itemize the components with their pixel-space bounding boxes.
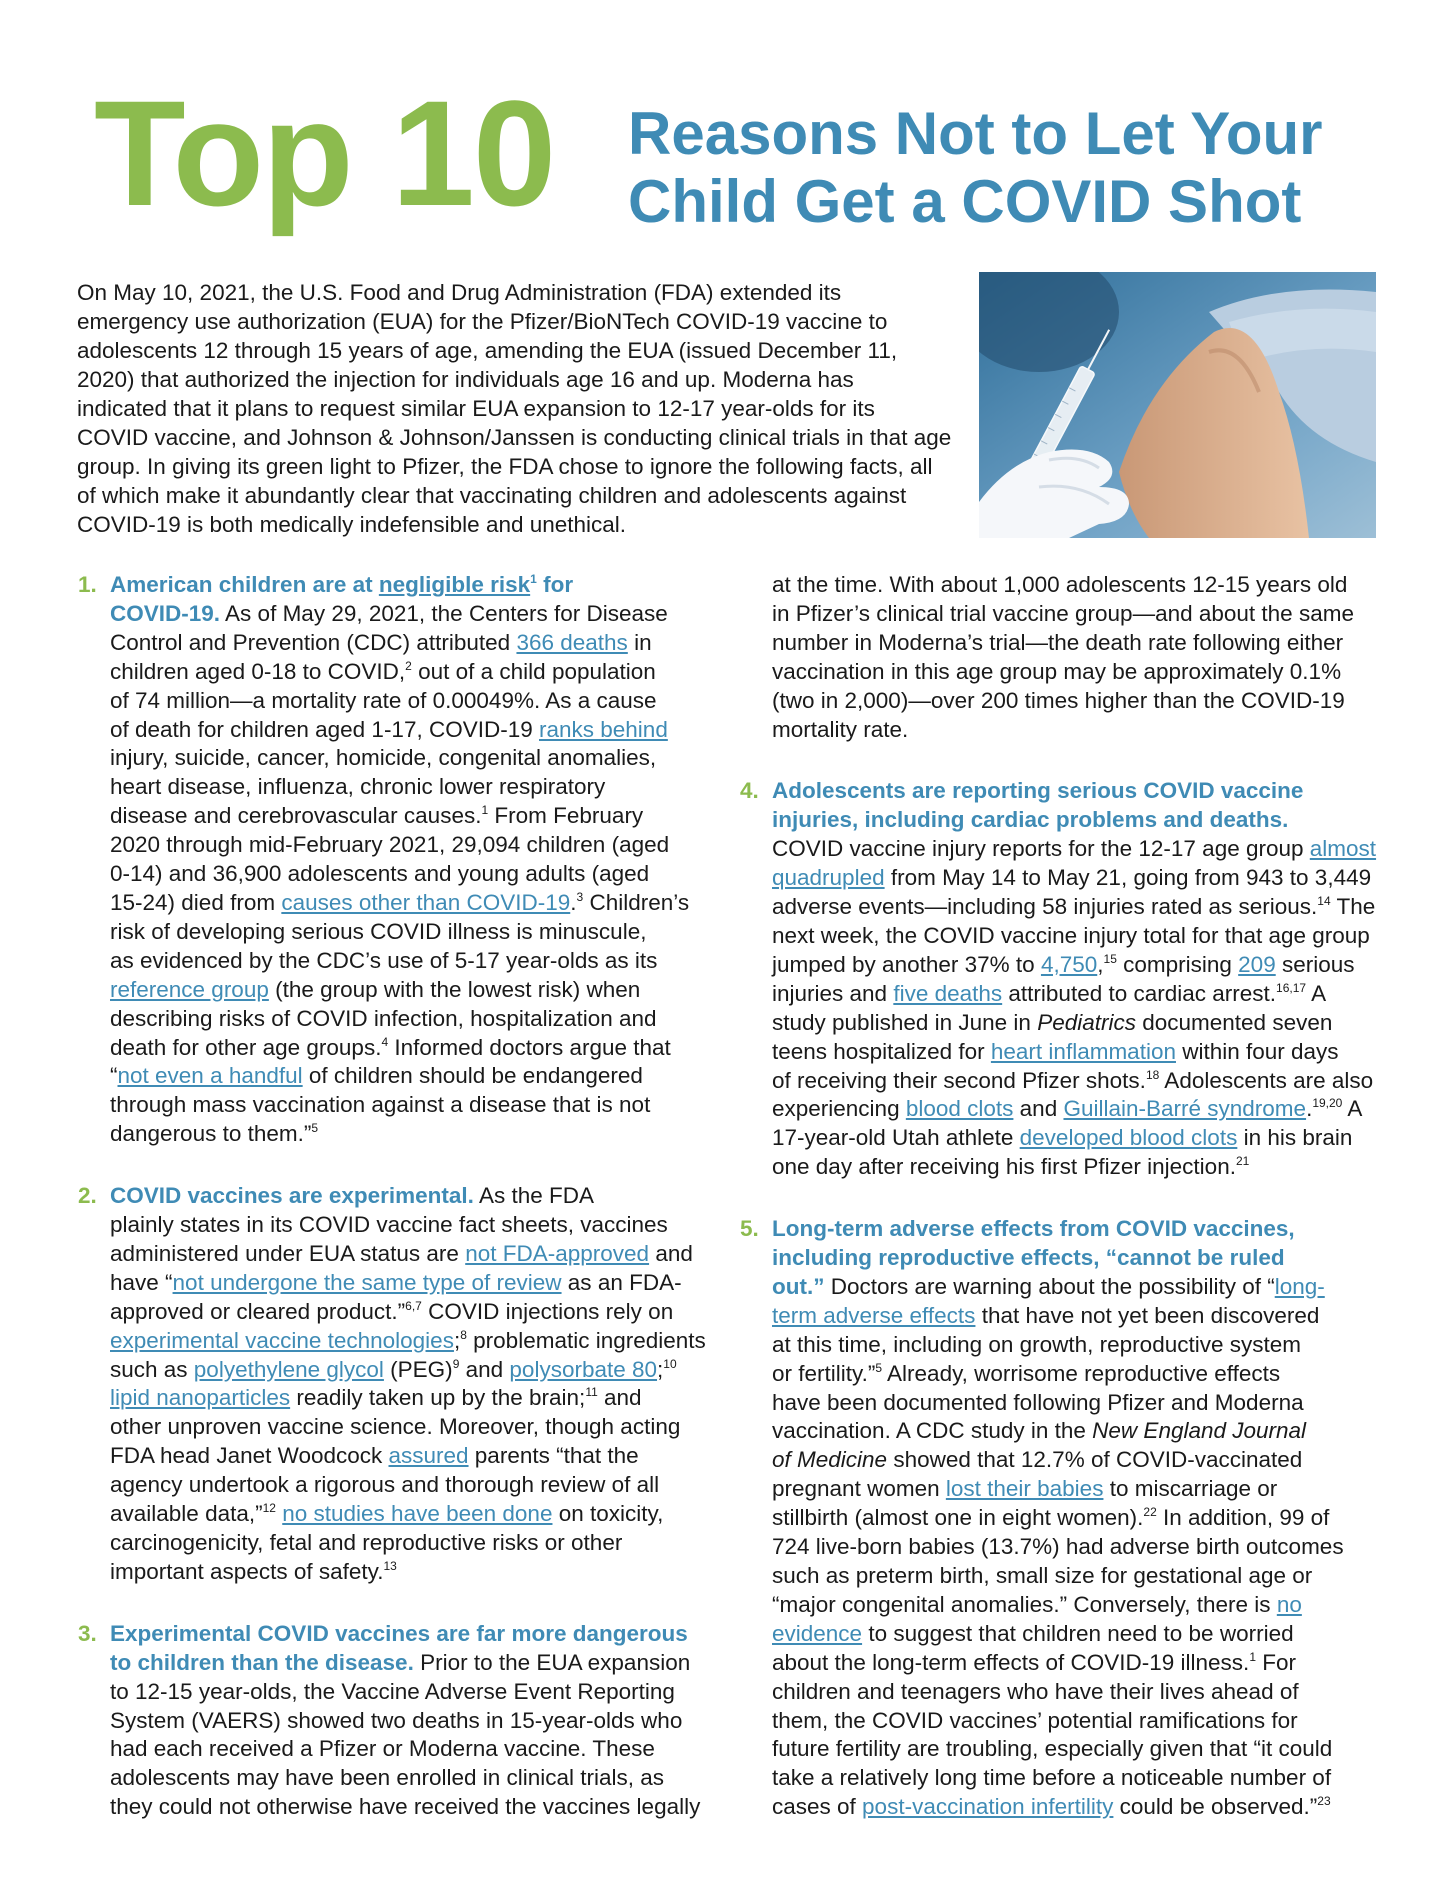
reason-line	[772, 1649, 1380, 1678]
reason-line	[110, 1793, 728, 1822]
reason-line	[772, 1215, 1380, 1244]
text-run: out of a child population	[411, 658, 656, 684]
text-run: System (VAERS) showed two deaths in 15-year-olds who	[110, 1707, 683, 1733]
text-run: risk of developing serious COVID illness is minuscule,	[110, 918, 647, 944]
text-run: (two in 2,000)—over 200 times higher than the COVID-19	[772, 687, 1345, 713]
reference-link[interactable]: lipid nanoparticles	[110, 1385, 291, 1411]
footnote-ref: 6,7	[405, 1298, 422, 1313]
text-run: Doctors are warning about the possibility of “	[824, 1273, 1275, 1299]
reference-link[interactable]: long-	[1274, 1273, 1325, 1299]
reason-line	[772, 980, 1380, 1009]
reason-line	[772, 864, 1380, 893]
reference-link[interactable]: 4,750	[1040, 951, 1098, 977]
text-run: As of May 29, 2021, the Centers for Disease	[220, 600, 668, 626]
text-run: 0-14) and 36,900 adolescents and young adults (aged	[110, 861, 650, 887]
text-run: as an FDA-	[561, 1269, 682, 1295]
text-run: vaccination. A CDC study in the	[772, 1418, 1093, 1444]
reason-number: 2.	[78, 1183, 97, 1209]
text-run: dangerous to them.”	[110, 1121, 312, 1147]
text-run: injuries, including cardiac problems and deaths.	[772, 807, 1289, 833]
text-run: about the long-term effects of COVID-19 illness.	[772, 1649, 1250, 1675]
text-run: other unproven vaccine science. Moreover, though acting	[110, 1414, 681, 1440]
reason-number: 1.	[78, 572, 97, 597]
reason-number: 4.	[740, 778, 759, 804]
text-run: parents “that the	[468, 1443, 639, 1469]
reason-line	[110, 976, 728, 1005]
footnote-ref: 5	[311, 1121, 319, 1136]
text-run: injuries and	[772, 980, 894, 1006]
footnote-ref: 12	[262, 1501, 276, 1516]
reason-3-continued	[740, 571, 1380, 744]
reason-line	[110, 629, 728, 658]
reference-link[interactable]: not FDA-approved	[465, 1240, 650, 1266]
text-run: COVID-19.	[110, 600, 221, 626]
reason-line	[110, 1034, 728, 1063]
reference-link[interactable]: five deaths	[893, 980, 1003, 1006]
text-run: Informed doctors argue that	[388, 1034, 671, 1060]
intro-line: COVID vaccine, and Johnson & Johnson/Janssen is conducting clinical trials in that age	[77, 425, 952, 450]
reason-number: 3.	[78, 1620, 97, 1646]
text-run: .	[570, 889, 577, 915]
text-run: .	[1306, 1096, 1313, 1122]
text-run: could be observed.”	[1113, 1794, 1318, 1820]
reason-line	[110, 1678, 728, 1707]
reason-line	[110, 1062, 728, 1091]
reason-line	[110, 658, 728, 687]
text-run: administered under EUA status are	[110, 1240, 466, 1266]
footnote-ref: 18	[1145, 1067, 1160, 1082]
reason-line	[772, 1302, 1380, 1331]
reason-line	[110, 1442, 728, 1471]
reason-line	[772, 1793, 1380, 1822]
text-run: or fertility.”	[772, 1360, 876, 1386]
footnote-ref: 8	[460, 1327, 467, 1342]
reason-line	[772, 687, 1380, 716]
reason-line	[772, 835, 1380, 864]
footnote-ref: 19,20	[1312, 1096, 1343, 1111]
text-run: Children’s	[583, 889, 690, 915]
text-run: next week, the COVID vaccine injury total for that age group	[772, 922, 1370, 948]
reason-line	[772, 1591, 1380, 1620]
text-run: For	[1256, 1649, 1297, 1675]
footnote-ref: 15	[1103, 951, 1117, 966]
reason-line	[110, 1120, 728, 1149]
text-run: children and teenagers who have their lives ahead of	[772, 1678, 1299, 1704]
text-run: such as preterm birth, small size for gestational age or	[772, 1563, 1313, 1588]
title-top-10: Top 10	[94, 69, 555, 237]
text-run: available data,”	[110, 1501, 263, 1527]
reference-link[interactable]: assured	[388, 1443, 469, 1469]
reference-link[interactable]: blood clots	[905, 1096, 1014, 1122]
text-run: within four days	[1175, 1038, 1339, 1064]
reason-line	[772, 1417, 1380, 1446]
text-run: (the group with the lowest risk) when	[268, 976, 641, 1002]
text-run: serious	[1275, 951, 1355, 977]
text-run: of Medicine	[772, 1447, 888, 1473]
text-run: had each received a Pfizer or Moderna vaccine. These	[110, 1736, 655, 1762]
text-run: to 12-15 year-olds, the Vaccine Adverse Event Reporting	[110, 1678, 675, 1704]
text-run: at this time, including on growth, reproductive system	[772, 1331, 1301, 1357]
text-run: experiencing	[772, 1096, 906, 1122]
text-run: Control and Prevention (CDC) attributed	[110, 629, 517, 655]
reason-line	[110, 773, 728, 802]
intro-line: On May 10, 2021, the U.S. Food and Drug Administration (FDA) extended its	[77, 280, 842, 305]
footnote-ref: 1	[530, 572, 537, 586]
text-run: COVID injections rely on	[421, 1298, 674, 1324]
intro-paragraph	[77, 278, 952, 539]
text-run: American children are at	[110, 572, 379, 597]
text-run: mortality rate.	[772, 716, 909, 742]
text-run: of 74 million—a mortality rate of 0.00049%. As a cause	[110, 687, 657, 713]
text-run: children aged 0-18 to COVID,	[110, 658, 406, 684]
reason-1	[78, 571, 728, 1149]
text-run: COVID vaccines are experimental.	[110, 1183, 474, 1209]
footnote-ref: 1	[481, 803, 489, 818]
reason-line	[772, 1124, 1380, 1153]
reason-line	[772, 1764, 1380, 1793]
intro-line: 2020) that authorized the injection for individuals age 16 and up. Moderna has	[77, 367, 854, 392]
text-run: in his brain	[1237, 1125, 1353, 1151]
reason-number: 5.	[740, 1216, 759, 1242]
text-run: New England Journal	[1092, 1418, 1307, 1444]
text-run: for	[536, 572, 574, 597]
reason-line	[772, 1038, 1380, 1067]
text-run: In addition, 99 of	[1156, 1505, 1330, 1531]
text-run: on toxicity,	[552, 1501, 664, 1527]
reason-line	[772, 571, 1380, 600]
reason-line	[110, 1240, 728, 1269]
reason-line	[110, 1500, 728, 1529]
text-run: 724 live-born babies (13.7%) had adverse birth outcomes	[772, 1534, 1344, 1560]
text-run: and	[597, 1385, 642, 1411]
reference-link[interactable]: developed blood clots	[1019, 1125, 1238, 1151]
text-run: As the FDA	[473, 1183, 594, 1209]
footnote-ref: 2	[405, 658, 412, 673]
reason-line	[110, 1298, 728, 1327]
reference-link[interactable]: not even a handful	[117, 1063, 303, 1089]
text-run: at the time. With about 1,000 adolescents 12-15 years old	[772, 572, 1348, 597]
text-run: they could not otherwise have received the vaccines legally	[110, 1794, 701, 1820]
text-run: 17-year-old Utah athlete	[772, 1125, 1020, 1151]
text-run: have “	[110, 1269, 173, 1295]
reference-link[interactable]: quadrupled	[772, 865, 885, 891]
text-run: and	[459, 1356, 510, 1382]
reason-line	[110, 1356, 728, 1385]
text-run: “major congenital anomalies.” Conversely, there is	[772, 1591, 1277, 1617]
reference-link[interactable]: no	[1276, 1591, 1302, 1617]
reason-line	[110, 1005, 728, 1034]
reason-line	[772, 922, 1380, 951]
text-run: heart disease, influenza, chronic lower respiratory	[110, 774, 606, 800]
text-run: one day after receiving his first Pfizer injection.	[772, 1154, 1236, 1180]
text-run: showed that 12.7% of COVID-vaccinated	[887, 1447, 1303, 1473]
footnote-ref: 21	[1235, 1154, 1250, 1169]
reference-link[interactable]: heart inflammation	[990, 1038, 1176, 1064]
text-run: vaccination in this age group may be approximately 0.1%	[772, 658, 1342, 684]
text-run: agency undertook a rigorous and thorough review of all	[110, 1472, 660, 1498]
text-run: attributed to cardiac arrest.	[1002, 980, 1277, 1006]
reason-line	[772, 1153, 1380, 1182]
text-run: disease and cerebrovascular causes.	[110, 803, 482, 829]
text-run: important aspects of safety.	[110, 1558, 384, 1584]
text-run: take a relatively long time before a noticeable number of	[772, 1765, 1332, 1791]
text-run: plainly states in its COVID vaccine fact sheets, vaccines	[110, 1212, 668, 1238]
intro-line: emergency use authorization (EUA) for the Pfizer/BioNTech COVID-19 vaccine to	[77, 309, 888, 334]
text-run: in Pfizer’s clinical trial vaccine group—and about the same	[772, 600, 1354, 626]
reference-link[interactable]: causes other than COVID-19	[281, 889, 571, 915]
reference-link[interactable]: ranks behind	[539, 716, 668, 742]
reason-line	[110, 1707, 728, 1736]
text-run: problematic ingredients	[466, 1327, 706, 1353]
footnote-ref: 5	[875, 1360, 883, 1375]
footnote-ref: 13	[383, 1558, 397, 1573]
reason-line	[110, 947, 728, 976]
reference-link[interactable]: almost	[1309, 836, 1377, 862]
text-run: as evidenced by the CDC’s use of 5-17 year-olds as its	[110, 947, 658, 973]
text-run: 2020 through mid-February 2021, 29,094 children (aged	[110, 832, 670, 858]
reference-link[interactable]: post-vaccination infertility	[862, 1794, 1114, 1820]
text-run: of children should be endangered	[302, 1063, 643, 1089]
text-run: describing risks of COVID infection, hospitalization and	[110, 1005, 657, 1031]
reference-link[interactable]: 366 deaths	[516, 629, 628, 655]
reference-link[interactable]: lost their babies	[945, 1476, 1104, 1502]
text-run: including reproductive effects, “cannot be ruled	[772, 1245, 1285, 1271]
text-run: and	[649, 1240, 693, 1266]
reason-line	[772, 893, 1380, 922]
reference-link[interactable]: reference group	[110, 976, 269, 1002]
reason-line	[110, 1558, 728, 1587]
text-run: documented seven	[1135, 1009, 1333, 1035]
text-run: of death for children aged 1-17, COVID-19	[110, 716, 539, 742]
reason-line	[110, 744, 728, 773]
text-run: FDA head Janet Woodcock	[110, 1443, 389, 1469]
text-run: have been documented following Pfizer and Moderna	[772, 1389, 1304, 1415]
reason-line	[110, 571, 728, 600]
text-run: Prior to the EUA expansion	[413, 1649, 691, 1675]
text-run: them, the COVID vaccines’ potential ramifications for	[772, 1707, 1298, 1733]
footnote-ref: 22	[1143, 1505, 1157, 1520]
reason-line	[772, 658, 1380, 687]
reason-line	[772, 1273, 1380, 1302]
reason-line	[772, 1620, 1380, 1649]
reason-line	[110, 1211, 728, 1240]
reason-line	[110, 1620, 728, 1649]
reason-line	[772, 1095, 1380, 1124]
reason-line	[110, 1735, 728, 1764]
text-run: adverse events—including 58 injuries rated as serious.	[772, 894, 1318, 920]
text-run: Adolescents are also	[1159, 1067, 1374, 1093]
reason-line	[110, 1384, 728, 1413]
reason-line	[110, 716, 728, 745]
text-run: death for other age groups.	[110, 1034, 382, 1060]
reason-line	[772, 1446, 1380, 1475]
text-run: Long-term adverse effects from COVID vaccines,	[772, 1216, 1295, 1242]
reference-link[interactable]: 209	[1238, 951, 1276, 977]
intro-line: indicated that it plans to request similar EUA expansion to 12-17 year-olds for its	[77, 396, 875, 421]
reason-line	[110, 1529, 728, 1558]
reason-line	[110, 802, 728, 831]
text-run: through mass vaccination against a disease that is not	[110, 1092, 651, 1118]
reason-line	[772, 716, 1380, 745]
text-run: ;	[657, 1356, 664, 1382]
footnote-ref: 10	[663, 1356, 677, 1371]
footnote-ref: 3	[576, 889, 584, 904]
reason-line	[110, 1327, 728, 1356]
intro-line: group. In giving its green light to Pfizer, the FDA chose to ignore the following facts, all	[77, 454, 933, 479]
text-run: future fertility are troubling, especially given that “it could	[772, 1736, 1333, 1762]
text-run: The	[1330, 894, 1376, 920]
footnote-ref: 9	[452, 1356, 460, 1371]
text-run: 15-24) died from	[110, 889, 282, 915]
text-run: pregnant women	[772, 1476, 946, 1502]
text-run: approved or cleared product.”	[110, 1298, 406, 1324]
footnote-ref: 1	[1249, 1649, 1256, 1664]
reference-link[interactable]: experimental vaccine technologies	[110, 1327, 454, 1353]
intro-line: adolescents 12 through 15 years of age, amending the EUA (issued December 11,	[77, 338, 898, 363]
left-column	[78, 571, 728, 1855]
text-run: from May 14 to May 21, going from 943 to 3,449	[884, 865, 1372, 891]
text-run: cases of	[772, 1794, 863, 1820]
reason-5	[740, 1215, 1380, 1822]
reason-line	[772, 1707, 1380, 1736]
footnote-ref: 16,17	[1276, 980, 1307, 995]
reason-line	[110, 1269, 728, 1298]
footnote-ref: 4	[381, 1034, 389, 1049]
reason-line	[772, 1533, 1380, 1562]
reason-line	[772, 1009, 1380, 1038]
reason-line	[110, 1471, 728, 1500]
injection-illustration	[979, 272, 1376, 538]
reference-link[interactable]: polysorbate 80	[509, 1356, 658, 1382]
reason-line	[110, 1413, 728, 1442]
reason-line	[772, 806, 1380, 835]
reason-line	[110, 831, 728, 860]
text-run: A	[1306, 980, 1327, 1006]
text-run: out.”	[772, 1273, 825, 1299]
right-column	[740, 571, 1380, 1855]
reference-link[interactable]: evidence	[772, 1620, 863, 1646]
text-run: Adolescents are reporting serious COVID vaccine	[772, 778, 1304, 804]
text-run: A	[1342, 1096, 1363, 1122]
reference-link[interactable]: polyethylene glycol	[193, 1356, 384, 1382]
text-run: and	[1013, 1096, 1064, 1122]
text-run: readily taken up by the brain;	[290, 1385, 586, 1411]
title-line-2: Child Get a COVID Shot	[628, 168, 1302, 235]
text-run: (PEG)	[383, 1356, 453, 1382]
reason-line	[110, 918, 728, 947]
text-run: that have not yet been discovered	[975, 1302, 1320, 1328]
text-run: number in Moderna’s trial—the death rate following either	[772, 629, 1344, 655]
vaccination-photo	[979, 272, 1376, 538]
text-run: Pediatrics	[1037, 1009, 1136, 1035]
reason-line	[110, 1182, 728, 1211]
reason-line	[110, 1091, 728, 1120]
text-run: From February	[488, 803, 644, 829]
reason-line	[110, 600, 728, 629]
reason-line	[110, 1764, 728, 1793]
text-run: “	[110, 1063, 118, 1089]
intro-line: COVID-19 is both medically indefensible and unethical.	[77, 512, 627, 537]
reason-line	[110, 860, 728, 889]
reason-2	[78, 1182, 728, 1587]
footnote-ref: 14	[1317, 894, 1331, 909]
reason-line	[772, 1331, 1380, 1360]
text-run: Already, worrisome reproductive effects	[882, 1360, 1281, 1386]
reason-line	[772, 600, 1380, 629]
reason-line	[772, 1504, 1380, 1533]
reason-line	[110, 889, 728, 918]
footnote-ref: 23	[1317, 1794, 1331, 1809]
reason-line	[772, 1735, 1380, 1764]
reference-link[interactable]: negligible risk	[378, 572, 531, 597]
text-run: of receiving their second Pfizer shots.	[772, 1067, 1146, 1093]
reference-link[interactable]: term adverse effects	[772, 1302, 976, 1328]
text-run: study published in June in	[772, 1009, 1038, 1035]
text-run: comprising	[1116, 951, 1239, 977]
text-run: injury, suicide, cancer, homicide, congenital anomalies,	[110, 745, 657, 771]
text-run: ;	[453, 1327, 461, 1353]
reason-line	[772, 777, 1380, 806]
reason-line	[772, 1244, 1380, 1273]
text-run: carcinogenicity, fetal and reproductive risks or other	[110, 1530, 623, 1555]
reason-line	[772, 1562, 1380, 1591]
text-run: stillbirth (almost one in eight women).	[772, 1505, 1144, 1531]
text-run: COVID vaccine injury reports for the 12-17 age group	[772, 836, 1310, 862]
intro-line: of which make it abundantly clear that vaccinating children and adolescents against	[77, 483, 907, 508]
text-run: teens hospitalized for	[772, 1038, 991, 1064]
text-run: Experimental COVID vaccines are far more dangerous	[110, 1620, 688, 1646]
text-run: jumped by another 37% to	[772, 951, 1041, 977]
page-title	[628, 100, 1323, 236]
text-run: to children than the disease.	[110, 1649, 414, 1675]
reason-3	[78, 1620, 728, 1822]
text-run: to suggest that children need to be worried	[862, 1620, 1294, 1646]
text-run: to miscarriage or	[1103, 1476, 1278, 1502]
reference-link[interactable]: Guillain-Barré syndrome	[1063, 1096, 1307, 1122]
reason-line	[110, 1649, 728, 1678]
reference-link[interactable]: not undergone the same type of review	[172, 1269, 562, 1295]
reference-link[interactable]: no studies have been done	[282, 1501, 553, 1527]
text-run: ,	[1097, 951, 1104, 977]
reason-line	[772, 951, 1380, 980]
reason-line	[110, 687, 728, 716]
reason-line	[772, 629, 1380, 658]
footnote-ref: 11	[585, 1385, 598, 1400]
text-run: adolescents may have been enrolled in clinical trials, as	[110, 1765, 665, 1791]
reason-line	[772, 1360, 1380, 1389]
reason-line	[772, 1678, 1380, 1707]
reason-4	[740, 777, 1380, 1182]
reason-line	[772, 1475, 1380, 1504]
reason-line	[772, 1389, 1380, 1418]
reason-line	[772, 1067, 1380, 1096]
text-run: in	[627, 629, 652, 655]
text-run: such as	[110, 1356, 194, 1382]
title-line-1: Reasons Not to Let Your	[628, 100, 1323, 167]
